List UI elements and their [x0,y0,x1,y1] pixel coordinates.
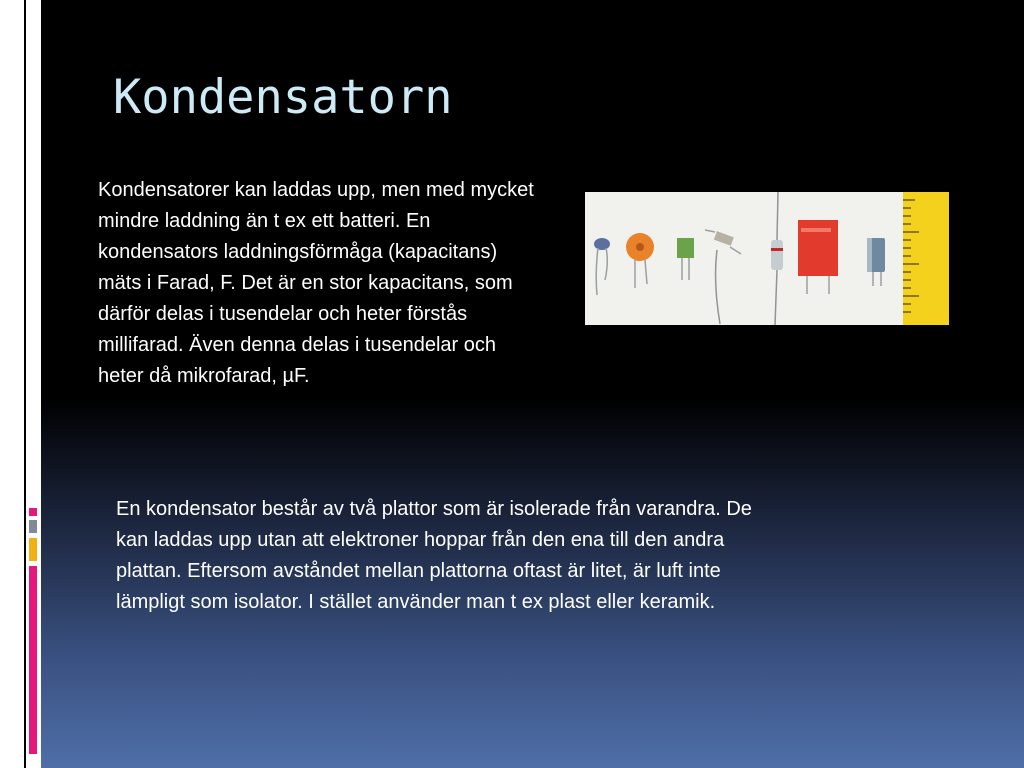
left-decorative-strip [0,0,41,768]
strip-rule [24,0,26,768]
accent-bar-yellow [29,538,37,561]
capacitors-photo [585,192,949,325]
paragraph-capacitance: Kondensatorer kan laddas upp, men med mycket mindre laddning än t ex ett batteri. En kondensators laddningsförmåga (kapacitans) mäts i Farad, F. Det är en stor kapacitans, som därför delas i tusendelar och heter förstås millifarad. Även denna delas i tusendelar och heter då mikrofarad, µF. [98,179,534,387]
paragraph-plates: En kondensator består av två plattor som är isolerade från varandra. De kan laddas upp utan att elektroner hoppar från den ena till den andra plattan. Eftersom avståndet mellan plattorna oftast är litet, är luft inte lämpligt som isolator. I stället använder man t ex plast eller keramik. [116,498,752,613]
accent-bar-pink-long [29,566,37,754]
accent-bar-gray [29,520,37,533]
slide-title: Kondensatorn [113,70,453,125]
accent-bar-pink-small [29,508,37,516]
